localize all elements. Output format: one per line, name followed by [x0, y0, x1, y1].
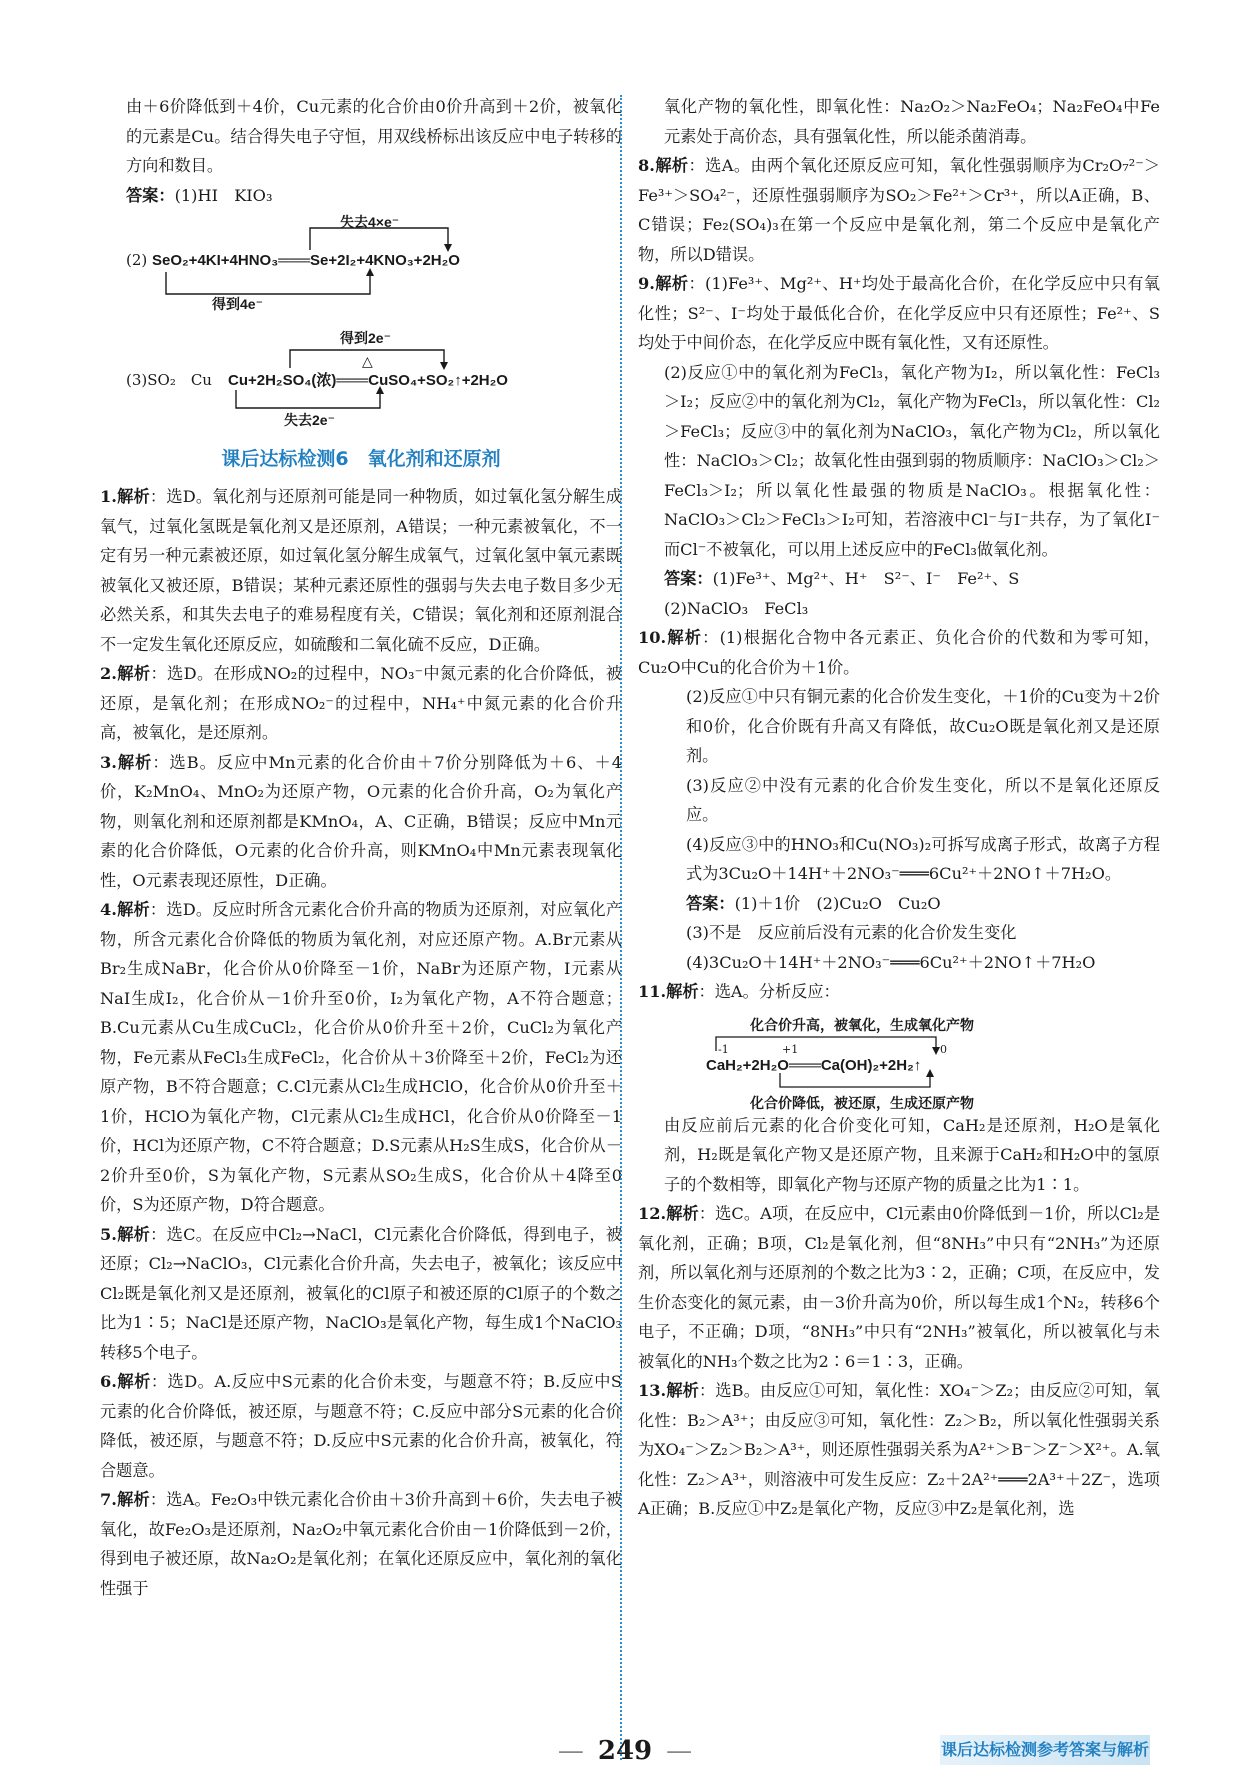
eq3-prefix: (3)SO₂ Cu: [126, 371, 212, 389]
item-number: 10.: [638, 628, 667, 647]
equation-3-diagram: [100, 328, 622, 436]
column-divider: [620, 95, 622, 1760]
left-column: [100, 92, 622, 1603]
item-9: [638, 269, 1160, 358]
equation-2-diagram: [100, 214, 622, 312]
footer-label: 课后达标检测参考答案与解析: [940, 1740, 1149, 1759]
item-text: ：选D。在形成NO₂的过程中，NO₃⁻中氮元素的化合价降低，被还原，是氧化剂；在形成NO₂⁻的过程中，NH₄⁺中氮元素的化合价升高，被氧化，是还原剂。: [100, 664, 622, 742]
answer-9-1: (1)Fe³⁺、Mg²⁺、H⁺ S²⁻、I⁻ Fe²⁺、S: [712, 569, 1020, 588]
item-11-explanation: 由反应前后元素的化合价变化可知，CaH₂是还原剂，H₂O是氧化剂，H₂既是氧化产物又是还原产物，且来源于CaH₂和H₂O中的氢原子的个数相等，即氧化产物与还原产物的质量之比为1∶1。: [664, 1115, 1160, 1194]
oxidation-note: 化合价升高，被氧化，生成氧化产物: [750, 1016, 974, 1033]
valence-zero: 0: [940, 1042, 947, 1056]
item-number: 3.: [100, 752, 117, 772]
item-number: 6.: [100, 1372, 117, 1391]
item-text: ：选B。由反应①可知，氧化性：XO₄⁻＞Z₂；由反应②可知，氧化性：B₂＞A³⁺；由反应③可知，氧化性：Z₂＞B₂，所以氧化性强弱关系为XO₄⁻＞Z₂＞B₂＞A³⁺，则还原性强弱关系为A²⁺＞B⁻＞Z⁻＞X²⁺。A.氧化性：Z₂＞A³⁺，则溶液中可发生反应：Z₂＋2A²⁺═══2A³⁺＋2Z⁻，选项A正确；B.反应①中Z₂是氧化产物，反应③中Z₂是氧化剂，选: [638, 1381, 1160, 1518]
item-label: 解析: [116, 1224, 151, 1244]
section-title: 课后达标检测6 氧化剂和还原剂: [221, 448, 501, 470]
item-label: 解析: [116, 487, 150, 506]
item-label: 解析: [666, 982, 699, 1001]
reduction-note: 化合价降低，被还原，生成还原产物: [750, 1094, 974, 1111]
answer-10-1: (1)＋1价 (2)Cu₂O Cu₂O: [734, 893, 941, 913]
reaction-equation: CaH₂+2H₂O═══Ca(OH)₂+2H₂↑: [706, 1056, 922, 1074]
item-label: 解析: [116, 1490, 150, 1509]
item-7: [100, 1485, 622, 1603]
page-number-value: 249: [597, 1736, 653, 1766]
item-3: [100, 748, 622, 896]
item-10: [638, 623, 1160, 682]
item-9-part-2: (2)反应①中的氧化剂为FeCl₃，氧化产物为I₂，所以氧化性：FeCl₃＞I₂；反应②中的氧化剂为Cl₂，氧化产物为FeCl₃，所以氧化性：Cl₂＞FeCl₃；反应③中的氧化剂为NaClO₃，氧化产物为Cl₂，所以氧化性：NaClO₃＞Cl₂；故氧化性由强到弱的物质顺序：NaClO₃＞Cl₂＞FeCl₃＞I₂；所以氧化性最强的物质是NaClO₃。根据氧化性：NaClO₃＞Cl₂＞FeCl₃＞I₂可知，若溶液中Cl⁻与I⁻共存，为了氧化I⁻而Cl⁻不被氧化，可以用上述反应中的FeCl₃做氧化剂。: [664, 362, 1160, 559]
item-4: [100, 895, 622, 1220]
answer-1: (1)HI KIO₃: [174, 185, 273, 205]
item-11: [638, 977, 1160, 1007]
valence-minus-1: -1: [718, 1042, 729, 1056]
valence-plus-1: +1: [782, 1042, 799, 1056]
item-number: 9.: [638, 274, 655, 293]
item-text: ：选D。A.反应中S元素的化合价未变，与题意不符；B.反应中S元素的化合价降低，被还原，与题意不符；C.反应中部分S元素的化合价降低，被还原，与题意不符；D.反应中S元素的化合价升高，被氧化，符合题意。: [100, 1372, 622, 1480]
answer-label: 答案：: [126, 185, 175, 205]
item-label: 解析: [116, 664, 151, 683]
item-text: ：选D。氧化剂与还原剂可能是同一种物质，如过氧化氢分解生成氧气，过氧化氢既是氧化剂又是还原剂，A错误；一种元素被氧化，不一定有另一种元素被还原，如过氧化氢分解生成氧气，过氧化氢中氧元素既被氧化又被还原，B错误；某种元素还原性的强弱与失去电子数目多少无必然关系，和其失去电子的难易程度有关，C错误；氧化剂和还原剂混合不一定发生氧化还原反应，如硫酸和二氧化硫不反应，D正确。: [100, 487, 623, 654]
right-column: [638, 92, 1160, 1524]
item-label: 解析: [654, 156, 689, 175]
item-number: 13.: [638, 1381, 667, 1400]
item-12: [638, 1199, 1160, 1376]
gain-2e-note: 得到2e⁻: [340, 330, 391, 346]
item-label: 解析: [666, 628, 703, 647]
item-label: 解析: [116, 1372, 151, 1391]
item-text: ：选A。由两个氧化还原反应可知，氧化性强弱顺序为Cr₂O₇²⁻＞Fe³⁺＞SO₄²⁻，还原性强弱顺序为SO₂＞Fe²⁺＞Cr³⁺，所以A正确，B、C错误；Fe₂(SO₄)₃在第一个反应中是氧化剂，第二个反应中是氧化产物，所以D错误。: [638, 156, 1160, 264]
gain-electrons-note: 得到4e⁻: [212, 296, 263, 312]
answer-label-10: 答案：: [686, 893, 735, 913]
lose-electrons-note: 失去4×e⁻: [340, 214, 400, 230]
item-1: [100, 482, 622, 659]
item-label: 解析: [666, 1381, 699, 1400]
item-8: [638, 151, 1160, 269]
item-text: ：(1)Fe³⁺、Mg²⁺、H⁺均处于最高化合价，在化学反应中只有氧化性；S²⁻、I⁻均处于最低化合价，在化学反应中只有还原性；Fe²⁺、S均处于中间价态，在化学反应中既有氧化性，又有还原性。: [638, 274, 1160, 352]
item-13: [638, 1376, 1160, 1524]
item-text: ：选C。在反应中Cl₂→NaCl，Cl元素化合价降低，得到电子，被还原；Cl₂→NaClO₃，Cl元素化合价升高，失去电子，被氧化；该反应中Cl₂既是氧化剂又是还原剂，被氧化的Cl原子和被还原的Cl原子的个数之比为1∶5；NaCl是还原产物，NaClO₃是氧化产物，每生成1个NaClO₃转移5个电子。: [100, 1224, 622, 1362]
item-text: ：(1)根据化合物中各元素正、负化合价的代数和为零可知，Cu₂O中Cu的化合价为＋1价。: [638, 628, 1160, 677]
item-text: ：选C。A项，在反应中，Cl元素由0价降低到－1价，所以Cl₂是氧化剂，正确；B项，Cl₂是氧化剂，但“8NH₃”中只有“2NH₃”为还原剂，所以氧化剂与还原剂的个数之比为3∶2，正确；C项，在反应中，发生价态变化的氮元素，由－3价升高为0价，所以每生成1个N₂，转移6个电子，不正确；D项，“8NH₃”中只有“2NH₃”被氧化，所以被氧化与未被氧化的NH₃个数之比为2∶6＝1∶3，正确。: [638, 1204, 1161, 1371]
item-number: 12.: [638, 1204, 667, 1223]
item-7-continued: 氧化产物的氧化性，即氧化性：Na₂O₂＞Na₂FeO₄；Na₂FeO₄中Fe元素处于高价态，具有强氧化性，所以能杀菌消毒。: [664, 97, 1160, 146]
item-text: ：选A。Fe₂O₃中铁元素化合价由＋3价升高到＋6价，失去电子被氧化，故Fe₂O₃是还原剂，Na₂O₂中氧元素化合价由－1价降低到－2价，得到电子被还原，故Na₂O₂是氧化剂；在氧化还原反应中，氧化剂的氧化性强于: [100, 1490, 622, 1598]
footer-label-bar: [940, 1735, 1150, 1765]
item-label: 解析: [116, 752, 153, 772]
equation-2: SeO₂+4KI+4HNO₃═══Se+2I₂+4KNO₃+2H₂O: [152, 252, 460, 269]
answer-10-3: (3)不是 反应前后没有元素的化合价发生变化: [686, 923, 1017, 942]
item-2: [100, 659, 622, 748]
item-number: 11.: [638, 982, 667, 1001]
item-10-line-2: (2)反应①中只有铜元素的化合价发生变化，＋1价的Cu变为＋2价和0价，化合价既有升高又有降低，故Cu₂O既是氧化剂又是还原剂。: [686, 687, 1160, 765]
page-number: — 249 —: [557, 1736, 693, 1766]
item-number: 1.: [100, 487, 117, 506]
lose-2e-note: 失去2e⁻: [284, 412, 335, 428]
item-number: 7.: [100, 1490, 117, 1509]
item-label: 解析: [666, 1204, 699, 1223]
item-number: 2.: [100, 664, 117, 683]
item-5: [100, 1220, 622, 1368]
item-label: 解析: [654, 274, 689, 293]
reaction-analysis-diagram: [638, 1011, 1160, 1111]
item-10-line-3: (3)反应②中没有元素的化合价发生变化，所以不是氧化还原反应。: [686, 775, 1160, 824]
item-number: 4.: [100, 900, 117, 919]
answer-10-4: (4)3Cu₂O＋14H⁺＋2NO₃⁻═══6Cu²⁺＋2NO↑＋7H₂O: [686, 952, 1096, 972]
eq2-prefix: (2): [126, 251, 148, 269]
item-10-line-4: (4)反应③中的HNO₃和Cu(NO₃)₂可拆写成离子形式，故离子方程式为3Cu₂O＋14H⁺＋2NO₃⁻═══6Cu²⁺＋2NO↑＋7H₂O。: [686, 834, 1160, 883]
equation-3: Cu+2H₂SO₄(浓)═══CuSO₄+SO₂↑+2H₂O: [228, 372, 508, 389]
item-number: 8.: [638, 156, 655, 175]
item-text: ：选A。分析反应：: [698, 982, 840, 1001]
item-label: 解析: [116, 900, 150, 919]
item-number: 5.: [100, 1224, 117, 1244]
continued-text: 由＋6价降低到＋4价，Cu元素的化合价由0价升高到＋2价，被氧化的元素是Cu。结合得失电子守恒，用双线桥标出该反应中电子转移的方向和数目。: [126, 97, 622, 175]
item-text: ：选D。反应时所含元素化合价升高的物质为还原剂，对应氧化产物，所含元素化合价降低的物质为氧化剂，对应还原产物。A.Br元素从Br₂生成NaBr，化合价从0价降至－1价，NaBr为还原产物，I元素从NaI生成I₂，化合价从－1价升至0价，I₂为氧化产物，A不符合题意；B.Cu元素从Cu生成CuCl₂，化合价从0价升至＋2价，CuCl₂为氧化产物，Fe元素从FeCl₃生成FeCl₂，化合价从＋3价降至＋2价，FeCl₂为还原产物，B不符合题意；C.Cl元素从Cl₂生成HClO，化合价从0价升至＋1价，HClO为氧化产物，Cl元素从Cl₂生成HCl，化合价从0价降至－1价，HCl为还原产物，C不符合题意；D.S元素从H₂S生成S，化合价从－2价升至0价，S为氧化产物，S元素从SO₂生成S，化合价从＋4降至0价，S为还原产物，D符合题意。: [100, 900, 623, 1214]
answer-label-9: 答案：: [664, 569, 713, 588]
item-6: [100, 1367, 622, 1485]
item-text: ：选B。反应中Mn元素的化合价由＋7价分别降低为＋6、＋4价，K₂MnO₄、MnO₂为还原产物，O元素的化合价升高，O₂为氧化产物，则氧化剂和还原剂都是KMnO₄，A、C正确，B错误；反应中Mn元素的化合价降低，O元素的化合价升高，则KMnO₄中Mn元素表现氧化性，O元素表现还原性，D正确。: [100, 752, 622, 890]
heat-condition: △: [362, 354, 373, 370]
answer-9-2: (2)NaClO₃ FeCl₃: [664, 598, 809, 618]
